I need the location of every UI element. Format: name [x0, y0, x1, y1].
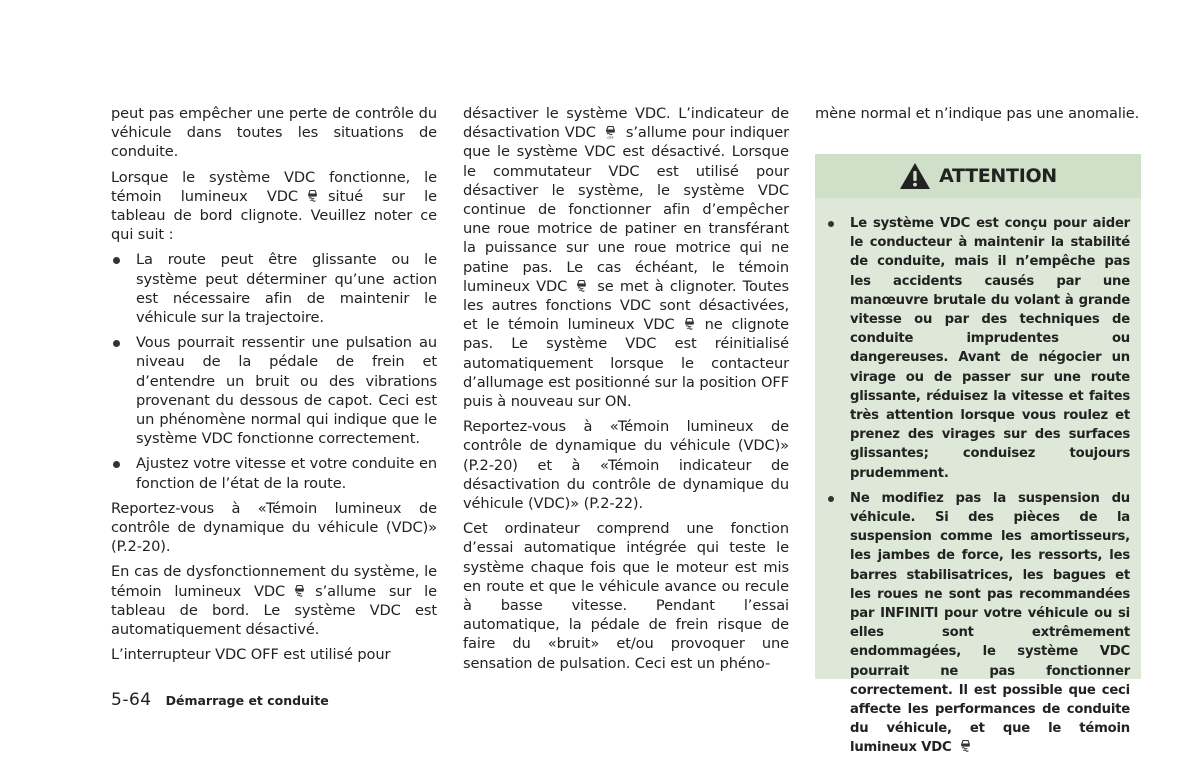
paragraph: L’interrupteur VDC OFF est utilisé pour	[111, 646, 391, 664]
page-footer	[111, 690, 329, 710]
vdc-warning-icon	[576, 280, 587, 293]
attention-item	[825, 489, 1130, 758]
attention-list	[825, 214, 1130, 758]
bullet-list	[111, 250, 437, 492]
text-span: situé sur le tableau de bord clignote. Veuillez noter ce qui suit :	[111, 187, 437, 244]
vdc-warning-icon	[307, 190, 318, 203]
text-span: s’allume sur le tableau de bord. Le système VDC est automatiquement désactivé.	[111, 582, 437, 639]
text-span: Ne modifiez pas la suspension du véhicule. Si des pièces de la suspension comme les amortisseurs, les jambes de force, les ressorts, les barres stabilisatrices, les bagues et les roues ne sont pas recommandées par INFINITI pour votre véhicule ou si elles sont extrêmement endommagées, le système VDC pourrait ne pas fonctionner correctement. Il est possible que ceci affecte les performances de conduite du véhicule, et que le témoin lumineux VDC	[850, 490, 1130, 756]
list-item: La route peut être glissante ou le système peut déterminer qu’une action est nécessaire afin de maintenir le véhicule sur la trajectoire.	[111, 250, 437, 327]
section-title: Démarrage et conduite	[165, 693, 329, 708]
paragraph: mène normal et n’indique pas une anomalie.	[815, 105, 1140, 122]
paragraph: Reportez-vous à «Témoin lumineux de contrôle de dynamique du véhicule (VDC)» (P.2-20).	[111, 499, 437, 556]
text-span: s’allume pour indiquer que le système VDC est désactivé. Lorsque le commutateur VDC est utilisé pour désactiver le système, le système VDC continue de fonctionner afin d’empêcher une roue motrice de patiner en transférant la puissance sur une roue motrice qui ne patine pas. Le cas échéant, le témoin lumineux VDC	[463, 124, 789, 295]
paragraph: peut pas empêcher une perte de contrôle du véhicule dans toutes les situations de conduite.	[111, 105, 437, 161]
attention-body	[825, 214, 1130, 764]
paragraph	[463, 104, 789, 411]
attention-title: ATTENTION	[939, 165, 1057, 187]
paragraph	[111, 168, 437, 245]
attention-box	[815, 154, 1141, 756]
vdc-warning-icon	[294, 585, 305, 598]
text-span: désactiver le système VDC. L’indicateur de désactivation VDC	[463, 105, 789, 142]
text-span: se met à clignoter. Toutes les autres fonctions VDC sont désactivées, et le témoin lumineux VDC	[463, 277, 790, 334]
column-middle	[463, 104, 789, 679]
vdc-warning-icon	[960, 740, 971, 753]
attention-item: Le système VDC est conçu pour aider le conducteur à maintenir la stabilité de conduite, mais il n’empêche pas les accidents causés par une manœuvre brutale du volant à grande vitesse ou par des techniques de conduite imprudentes ou dangereuses. Avant de négocier un virage ou de passer sur une route glissante, réduisez la vitesse et faites très attention lorsque vous roulez et prenez des virages sur des surfaces glissantes; conduisez toujours prudemment.	[825, 214, 1130, 483]
warning-triangle-icon	[899, 162, 931, 190]
text-span: Lorsque le système VDC fonctionne, le témoin lumineux VDC	[111, 168, 437, 205]
text-span: ne clignote pas. Le système VDC est réinitialisé automatiquement lorsque le contacteur d’allumage est positionné sur la position OFF puis à nouveau sur ON.	[463, 316, 790, 411]
vdc-off-icon	[605, 126, 616, 139]
attention-header	[815, 154, 1141, 198]
column-right	[815, 104, 1141, 129]
paragraph	[111, 562, 437, 639]
list-item: Ajustez votre vitesse et votre conduite en fonction de l’état de la route.	[111, 454, 437, 492]
text-span: En cas de dysfonctionnement du système, le témoin lumineux VDC	[111, 563, 437, 600]
list-item: Vous pourrait ressentir une pulsation au niveau de la pédale de frein et d’entendre un bruit ou des vibrations provenant du dessous de capot. Ceci est un phénomène normal qui indique que le système VDC fonctionne correctement.	[111, 333, 437, 448]
page-number: 5-64	[111, 690, 152, 710]
vdc-warning-icon	[684, 318, 695, 331]
column-left	[111, 104, 437, 670]
paragraph: Cet ordinateur comprend une fonction d’essai automatique intégrée qui teste le système chaque fois que le moteur est mis en route et que le véhicule avance ou recule à basse vitesse. Pendant l’essai automatique, la pédale de frein risque de faire du «bruit» et/ou provoquer une sensation de pulsation. Ceci est un phéno-	[463, 520, 789, 672]
paragraph: Reportez-vous à «Témoin lumineux de contrôle de dynamique du véhicule (VDC)» (P.2-20) et à «Témoin indicateur de désactivation du contrôle de dynamique du véhicule (VDC)» (P.2-22).	[463, 418, 789, 513]
